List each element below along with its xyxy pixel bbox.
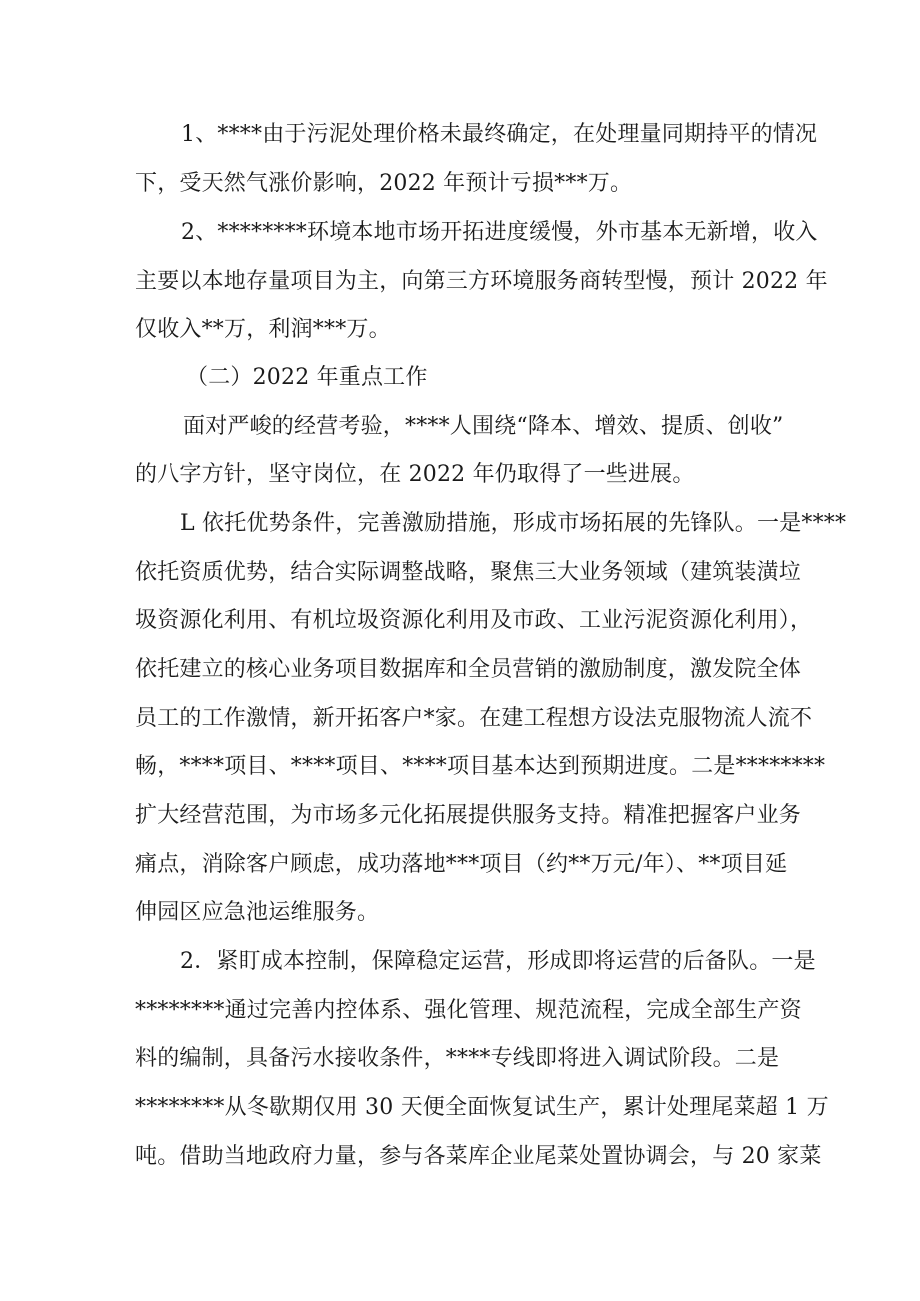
- paragraph-4-line-8: 痛点，消除客户顾虑，成功落地***项目（约**万元/年）、**项目延: [135, 852, 788, 877]
- paragraph-5-line-3: 料的编制，具备污水接收条件，****专线即将进入调试阶段。二是: [135, 1046, 780, 1071]
- paragraph-4-line-3: 圾资源化利用、有机垃圾资源化利用及市政、工业污泥资源化利用），: [135, 608, 813, 633]
- paragraph-1-line-1: 1、****由于污泥处理价格未最终确定，在处理量同期持平的情况: [181, 122, 818, 147]
- paragraph-3-line-1: 面对严峻的经营考验，****人围绕“降本、增效、提质、创收”: [183, 414, 784, 439]
- paragraph-5-line-5: 吨。借助当地政府力量，参与各菜库企业尾菜处置协调会，与 20 家菜: [135, 1144, 822, 1169]
- paragraph-1-line-2: 下，受天然气涨价影响，2022 年预计亏损***万。: [135, 171, 633, 196]
- paragraph-2-line-1: 2、********环境本地市场开拓进度缓慢，外市基本无新增，收入: [181, 220, 818, 245]
- paragraph-5-line-1: 2．紧盯成本控制，保障稳定运营，形成即将运营的后备队。一是: [180, 949, 816, 974]
- paragraph-2-line-2: 主要以本地存量项目为主，向第三方环境服务商转型慢，预计 2022 年: [135, 269, 828, 294]
- paragraph-4-line-7: 扩大经营范围，为市场多元化拓展提供服务支持。精准把握客户业务: [135, 803, 802, 828]
- paragraph-2-line-3: 仅收入**万，利润***万。: [135, 317, 391, 342]
- section-heading: （二）2022 年重点工作: [186, 365, 428, 390]
- paragraph-5-line-4: ********从冬歇期仅用 30 天便全面恢复试生产，累计处理尾菜超 1 万: [135, 1095, 829, 1120]
- paragraph-4-line-6: 畅，****项目、****项目、****项目基本达到预期进度。二是********: [135, 754, 826, 779]
- paragraph-4-line-4: 依托建立的核心业务项目数据库和全员营销的激励制度，激发院全体: [135, 657, 802, 682]
- paragraph-5-line-2: ********通过完善内控体系、强化管理、规范流程，完成全部生产资: [135, 998, 802, 1023]
- paragraph-4-line-5: 员工的工作激情，新开拓客户*家。在建工程想方设法克服物流人流不: [135, 706, 813, 731]
- paragraph-4-line-1: L 依托优势条件，完善激励措施，形成市场拓展的先锋队。一是****: [180, 511, 847, 536]
- paragraph-4-line-2: 依托资质优势，结合实际调整战略，聚焦三大业务领域（建筑装潢垃: [135, 560, 802, 585]
- paragraph-4-line-9: 伸园区应急池运维服务。: [135, 900, 380, 925]
- paragraph-3-line-2: 的八字方针，坚守岗位，在 2022 年仍取得了一些进展。: [135, 462, 695, 487]
